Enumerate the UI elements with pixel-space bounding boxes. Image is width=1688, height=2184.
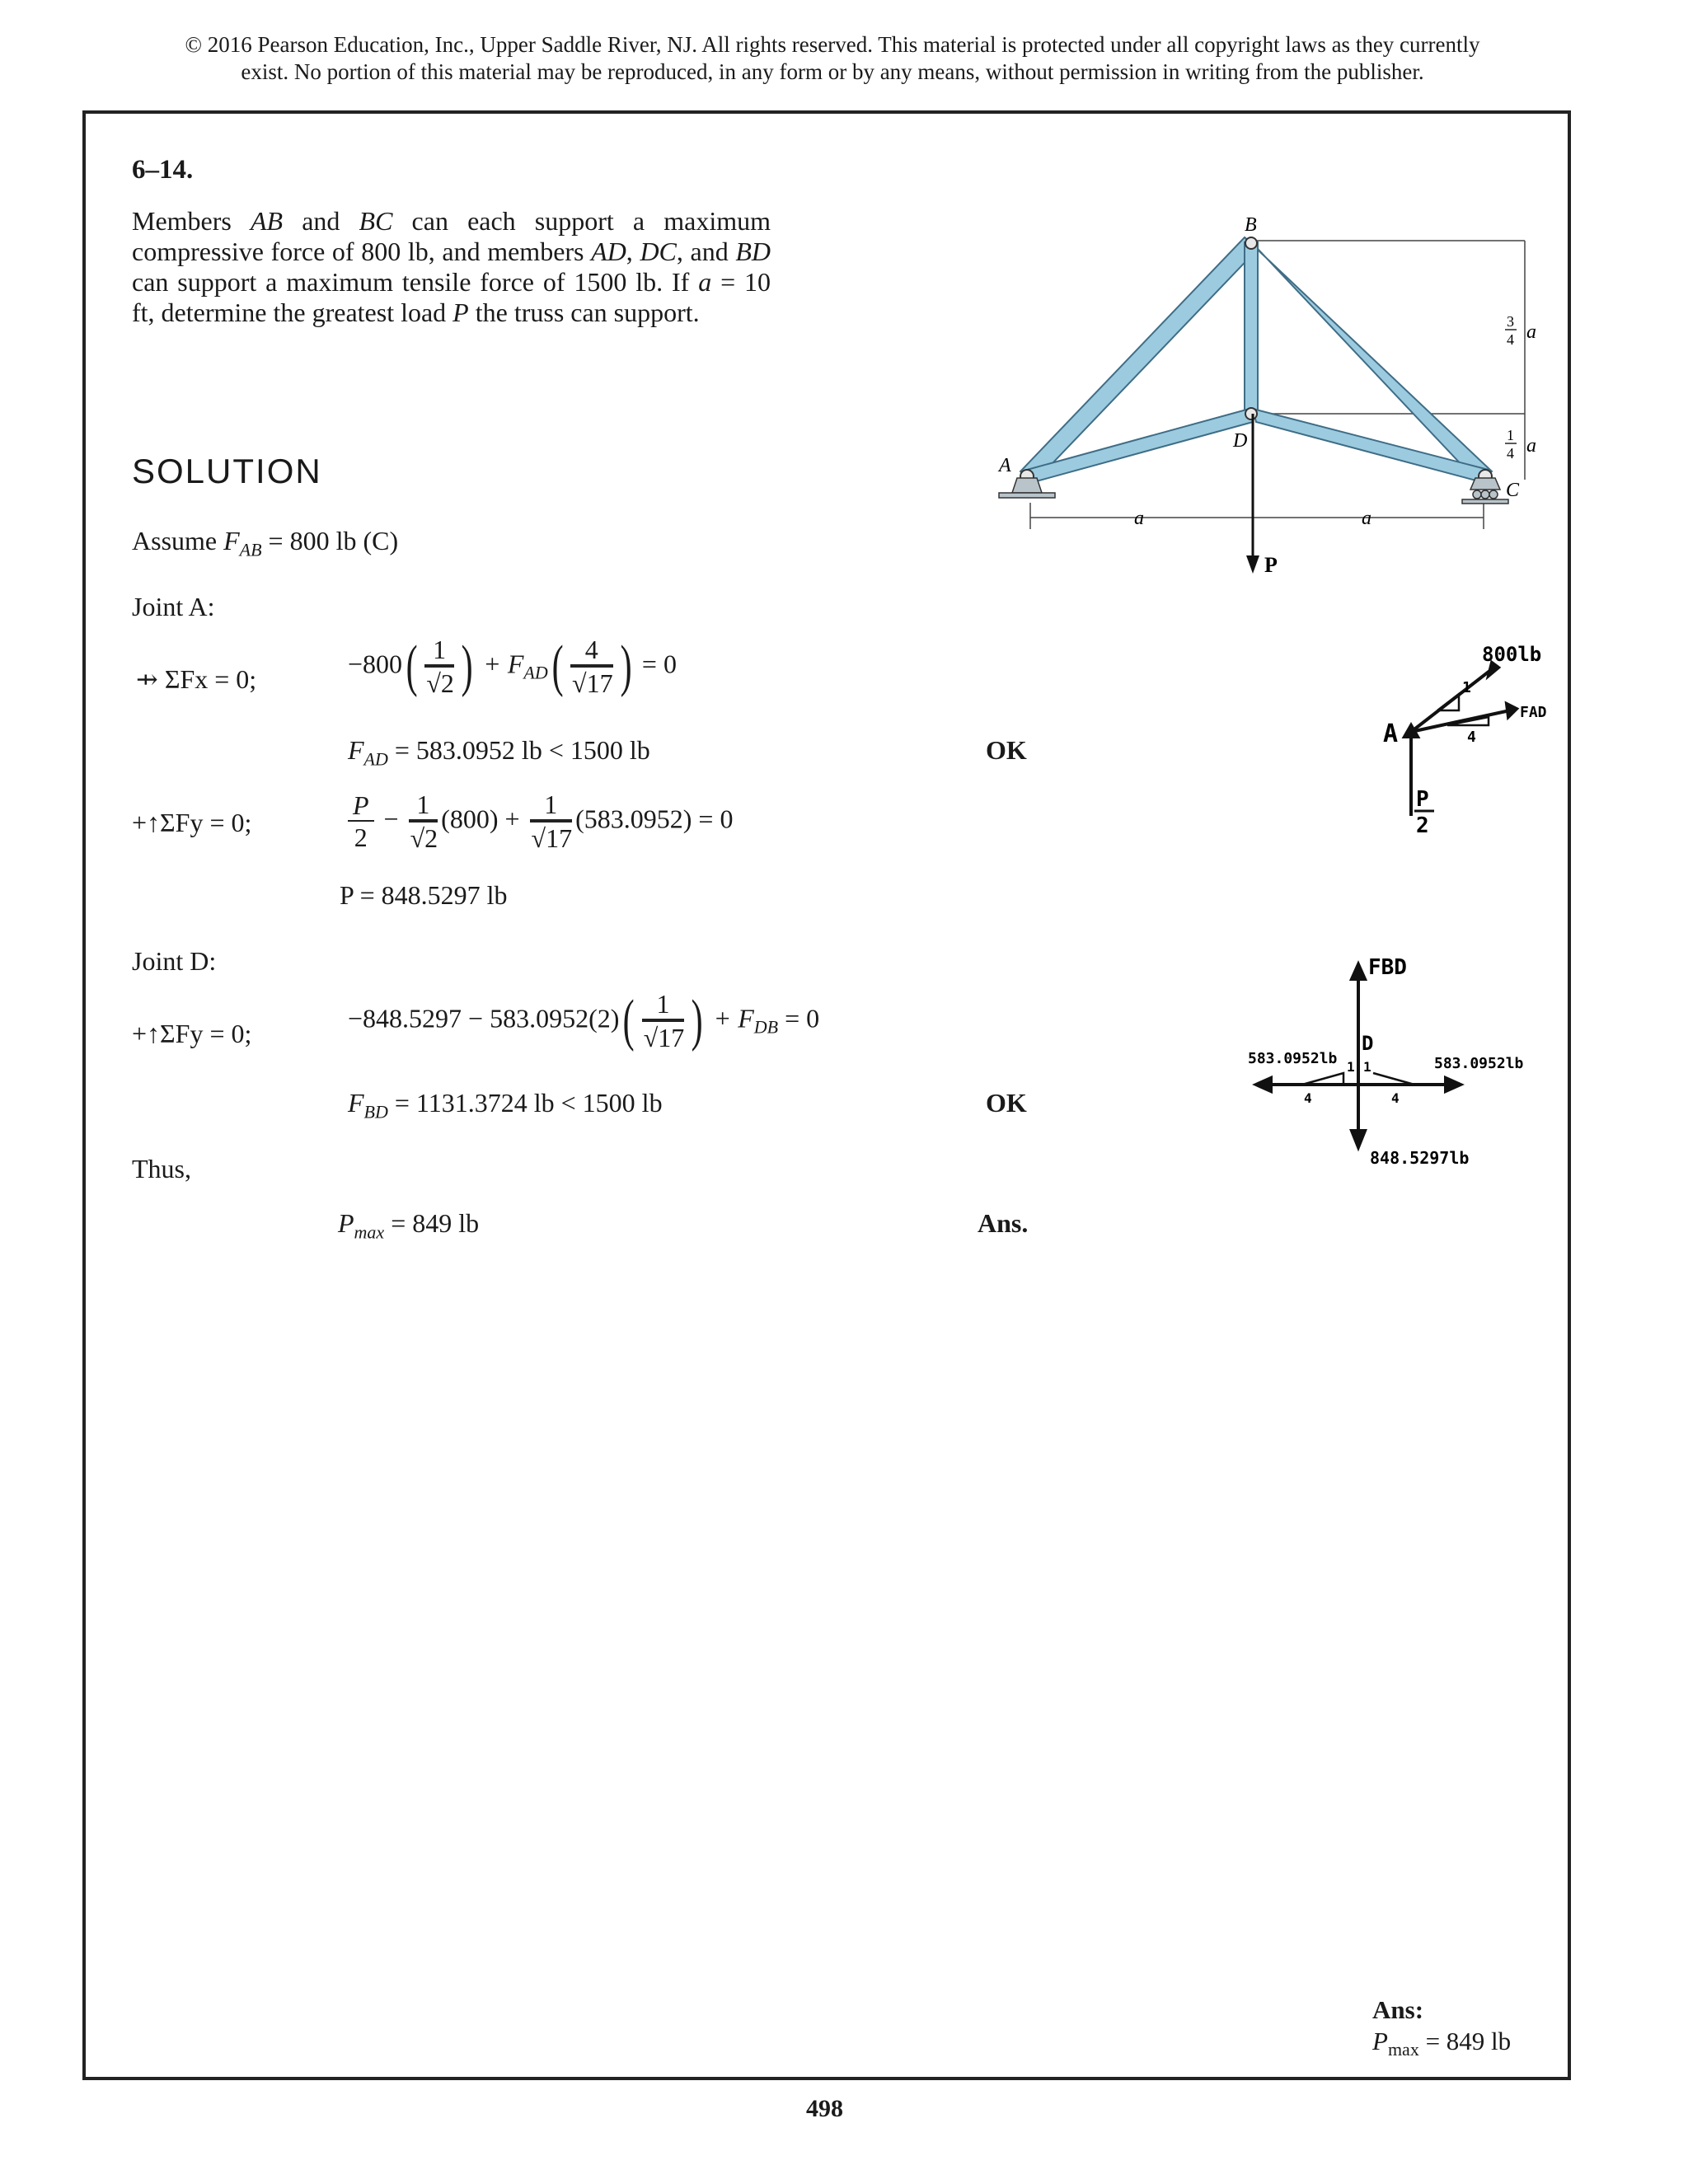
copyright-line-1: © 2016 Pearson Education, Inc., Upper Saddle River, NJ. All rights reserved. This material is protected under all copyright laws as they currently [185,32,1480,57]
thus-label: Thus, [132,1154,191,1183]
fbd-a-p: P [1416,787,1429,812]
answer-box [1372,1994,1511,2065]
load-arrow [1246,414,1259,574]
roller-2 [1481,490,1489,499]
fbd-a-joint-label: A [1383,719,1399,748]
equation-fx-joint-a: −800( $\frac{1}{√2}$ ) + $F_{AD}$( $\frac{4}{√17}$ ) = 0 [348,635,677,698]
dim-a-left: a [1134,508,1144,529]
fbd-d-right-force: 583.0952lb [1434,1055,1524,1072]
ok-label-1: OK [986,735,1027,765]
joint-a-label: Joint A: [132,592,215,621]
label-d: D [1233,430,1248,452]
equation-fy-joint-a: $\frac{P}{2}$ − $\frac{1}{√2}$ (800) + $\frac{1}{√17}$ (583.0952) = 0 [345,790,733,854]
fbd-a-slope-4: 4 [1467,729,1476,746]
roller-support-c [1470,478,1500,490]
pin-support-a [1012,478,1042,493]
dim-three-quarter-a [1505,313,1536,348]
solution-heading: SOLUTION [132,452,322,490]
fbd-d-fbd-label: FBD [1368,956,1407,980]
equation-fy-joint-d: −848.5297 − 583.0952(2)( $\frac{1}{√17}$ ) + $F_{DB} = 0$ [348,989,820,1052]
support-base-c [1462,499,1508,504]
dim-quarter-a [1505,427,1536,462]
fbd-d-slope-4b: 4 [1391,1090,1400,1106]
page-number: 498 [806,2095,843,2122]
member-bd [1245,242,1258,414]
roller-1 [1473,490,1481,499]
fbd-a-slope-1: 1 [1462,679,1471,696]
support-base-a [999,493,1055,498]
truss-members [1020,237,1492,483]
fbd-a-fad: FAD [1520,704,1547,721]
ans-label: Ans. [978,1208,1029,1238]
svg-text:a: a [1526,435,1536,457]
label-a: A [999,455,1011,476]
fbd-d-slope-1b: 1 [1363,1059,1372,1075]
problem-statement: Members AB and BC can each support a maximum compressive force of 800 lb, and members AD, DC, and BD can support a maximum tensile force of 1500 lb. If a = 10 ft, determine the greatest load P the truss can support. [132,206,771,327]
answer-box-value: $P_{max} = 849$ lb [1372,2027,1512,2060]
fbd-sketch-joint-d [1236,956,1566,1179]
svg-text:a: a [1526,321,1536,343]
fbd-result: $F_{BD} = 1131.3724$ lb < 1500 lb [348,1088,663,1122]
sum-fy-condition-1: +↑ΣFy = 0; [132,808,252,837]
joint-d-label: Joint D: [132,946,217,976]
roller-3 [1489,490,1498,499]
fbd-d-joint-label: D [1362,1032,1374,1055]
pmax-result: $P_{max} = 849$ lb [338,1208,480,1243]
copyright-line-2: exist. No portion of this material may be reproduced, in any form or by any means, without permission in writing from the publisher. [241,59,1424,84]
sum-fy-condition-2: +↑ΣFy = 0; [132,1019,252,1048]
svg-text:3: 3 [1507,313,1514,330]
fbd-d-slope-4a: 4 [1304,1090,1312,1106]
fad-result: $F_{AD} = 583.0952$ lb < 1500 lb [348,735,650,770]
fbd-sketch-joint-a [1368,643,1566,841]
fbd-d-left-force: 583.0952lb [1248,1050,1338,1067]
answer-box-label: Ans: [1372,1995,1424,2024]
label-b: B [1245,214,1257,236]
svg-text:1: 1 [1507,427,1514,443]
fbd-a-p-den: 2 [1416,813,1429,838]
assumption: Assume $F_{AB} = 800$ lb (C) [132,526,399,560]
sum-fx-condition: ⇸ ΣFx = 0; [136,664,257,694]
problem-number: 6–14. [132,155,194,185]
fbd-a-800lb: 800lb [1482,643,1542,666]
label-c: C [1506,480,1520,501]
ok-label-2: OK [986,1088,1027,1118]
copyright-header [99,31,1566,86]
svg-text:4: 4 [1507,331,1514,348]
truss-figure [981,206,1558,593]
fbd-d-bottom-force: 848.5297lb [1370,1148,1470,1168]
fbd-d-slope-1a: 1 [1347,1059,1355,1075]
p-result: P = 848.5297 lb [340,880,508,910]
label-p: P [1264,553,1278,577]
dim-a-right: a [1362,508,1372,529]
joint-d-pin [1245,408,1257,419]
svg-text:4: 4 [1507,445,1514,462]
joint-b-pin [1245,237,1257,249]
